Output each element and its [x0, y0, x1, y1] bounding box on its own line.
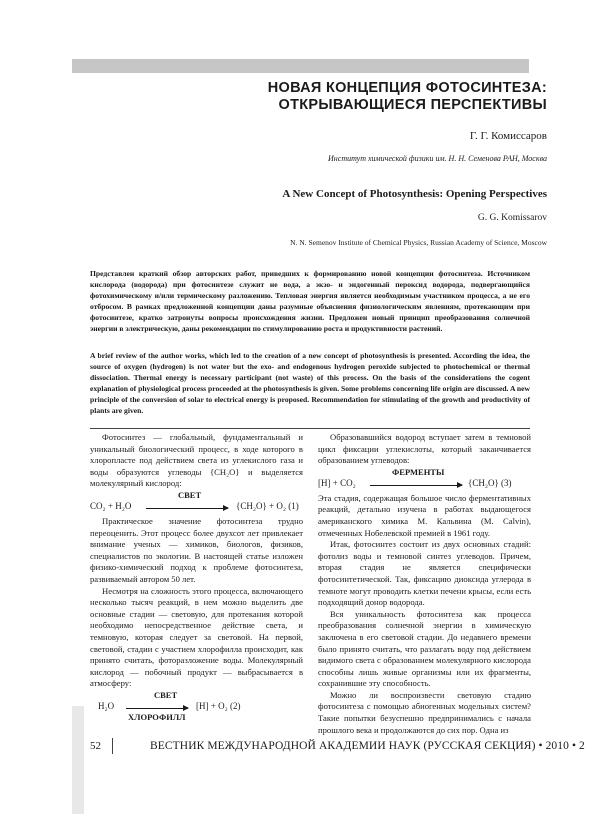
paragraph: Можно ли воспроизвести световую стадию фотосинтеза с помощью абиогенных модельных систем? Такие попытки безуспешно предпринимались с начала прошлого века и продолжаются до сих пор. Одна из: [318, 689, 531, 735]
reaction-arrow-icon: [146, 508, 228, 509]
right-column: [318, 432, 531, 736]
paragraph: Практическое значение фотосинтеза трудно переоценить. Этот процесс более двухсот лет привлекает внимание ученых — химиков, биологов, физиков, специалистов по экологии. В настоящей статье изложен физико-химический подход к проблеме фотосинтеза, развиваемый автором 50 лет.: [90, 515, 303, 584]
reaction-arrow-icon: [370, 485, 462, 486]
section-divider: [90, 428, 530, 429]
equation-rhs: {CH₂O} (3): [468, 478, 512, 489]
paragraph: Несмотря на сложность этого процесса, включающего несколько тысяч реакций, в нем можно выделить две основные стадии — световую, для протекания которой необходимо непосредственное действие света, и темновую, которая следует за световой. На первой, световой, стадии с участием хлорофилла происходит, как принято считать, фоторазложение воды. Молекулярный кислород — побочный продукт — выбрасывается в атмосферу:: [90, 585, 303, 689]
paragraph: Образовавшийся водород вступает затем в темновой цикл фиксации углекислоты, который заканчивается образованием углеводов:: [318, 432, 531, 466]
equation-2: [90, 690, 303, 724]
article-title-en: A New Concept of Photosynthesis: Opening Perspectives: [282, 188, 547, 200]
equation-lhs: H₂O: [98, 701, 115, 712]
equation-condition: ФЕРМЕНТЫ: [392, 466, 445, 477]
title-line-1: НОВАЯ КОНЦЕПЦИЯ ФОТОСИНТЕЗА:: [267, 80, 547, 96]
reaction-arrow-icon: [126, 708, 188, 709]
header-bar: [72, 59, 529, 73]
equation-rhs: [H] + O₂ (2): [196, 701, 241, 712]
paragraph: Вся уникальность фотосинтеза как процесса преобразования солнечной энергии в химическую заключена в его световой стадии. До недавнего времени было принято считать, что разлагать воду под действием видимого света с образованием молекулярного кислорода способны лишь живые организмы или их фрагменты, сохранившие эту способность.: [318, 608, 531, 689]
equation-condition: СВЕТ: [154, 689, 178, 700]
paragraph: Фотосинтез — глобальный, фундаментальный и уникальный биологический процесс, в ходе которого в хлоропласте под действием света из углекислого газа и воды образуются углеводы {CH₂O} и выделяется молекулярный кислород:: [90, 432, 303, 489]
abstract-ru: Представлен краткий обзор авторских работ, приведших к формированию новой концепции фотосинтеза. Источником кислорода (водорода) при фотосинтезе служит не вода, а экзо- и эндогенный пероксид водорода, подвергающийся фотохимическому и/или термическому разложению. Тепловая энергия является необходимым участником процесса, а не его отбросом. В рамках предложенной концепции даны разумные объяснения физиологическим явлениям, протекающим при фотосинтезе, кратко затронуты вопросы происхождения жизни. Предложен новый принцип преобразования солнечной энергии в электрическую, даны рекомендации по стимулированию роста и продуктивности растений.: [90, 269, 530, 334]
affiliation-ru: Институт химической физики им. Н. Н. Семенова РАН, Москва: [328, 154, 547, 163]
equation-rhs: {CH₂O} + O₂ (1): [236, 501, 299, 512]
paragraph: Итак, фотосинтез состоит из двух основных стадий: фотолиз воды и темновой синтез углеводов. Причем, вторая стадия не является специфически фотосинтетической. Так, фиксацию диоксида углерода в темноте могут проводить клетки печени крысы, если есть подходящий донор водорода.: [318, 539, 531, 608]
equation-1: [90, 490, 303, 516]
abstract-en: A brief review of the author works, which led to the creation of a new concept of photosynthesis is presented. According the idea, the source of oxygen (hydrogen) is not water but the exo- and endogenous hydrogen peroxide subjected to photochemical or thermal dissociation. Thermal energy is necessary participant (not waste) of this process. On the basis of the considerations the cogent explanation of physiological process proceeded at the photosynthesis is given. Some problems concerning life origin are discussed. A new principle of the conversion of solar to electrical energy is proposed. Recommendation for stimulating of the growth and productivity of plants are given.: [90, 351, 530, 416]
author-en: G. G. Komissarov: [477, 213, 547, 223]
title-line-2: ОТКРЫВАЮЩИЕСЯ ПЕРСПЕКТИВЫ: [278, 97, 547, 113]
equation-catalyst: ХЛОРОФИЛЛ: [128, 712, 186, 723]
footer-divider: [112, 738, 113, 754]
article-title-ru: [268, 80, 547, 114]
equation-3: [318, 467, 531, 493]
equation-lhs: CO₂ + H₂O: [90, 501, 132, 512]
left-column: [90, 432, 303, 724]
equation-condition: СВЕТ: [178, 489, 202, 500]
side-strip: [72, 706, 84, 814]
equation-lhs: [H] + CO₂: [318, 478, 356, 489]
journal-footer: ВЕСТНИК МЕЖДУНАРОДНОЙ АКАДЕМИИ НАУК (РУССКАЯ СЕКЦИЯ) • 2010 • 2: [150, 740, 585, 752]
paragraph: Эта стадия, содержащая большое число ферментативных реакций, детально изучена в работах выдающегося американского химика М. Кальвина (M. Calvin), отмеченных Нобелевской премией в 1961 году.: [318, 492, 531, 538]
author-ru: Г. Г. Комиссаров: [469, 130, 547, 142]
page-number: 52: [90, 740, 101, 752]
affiliation-en: N. N. Semenov Institute of Chemical Physics, Russian Academy of Science, Moscow: [290, 238, 547, 247]
